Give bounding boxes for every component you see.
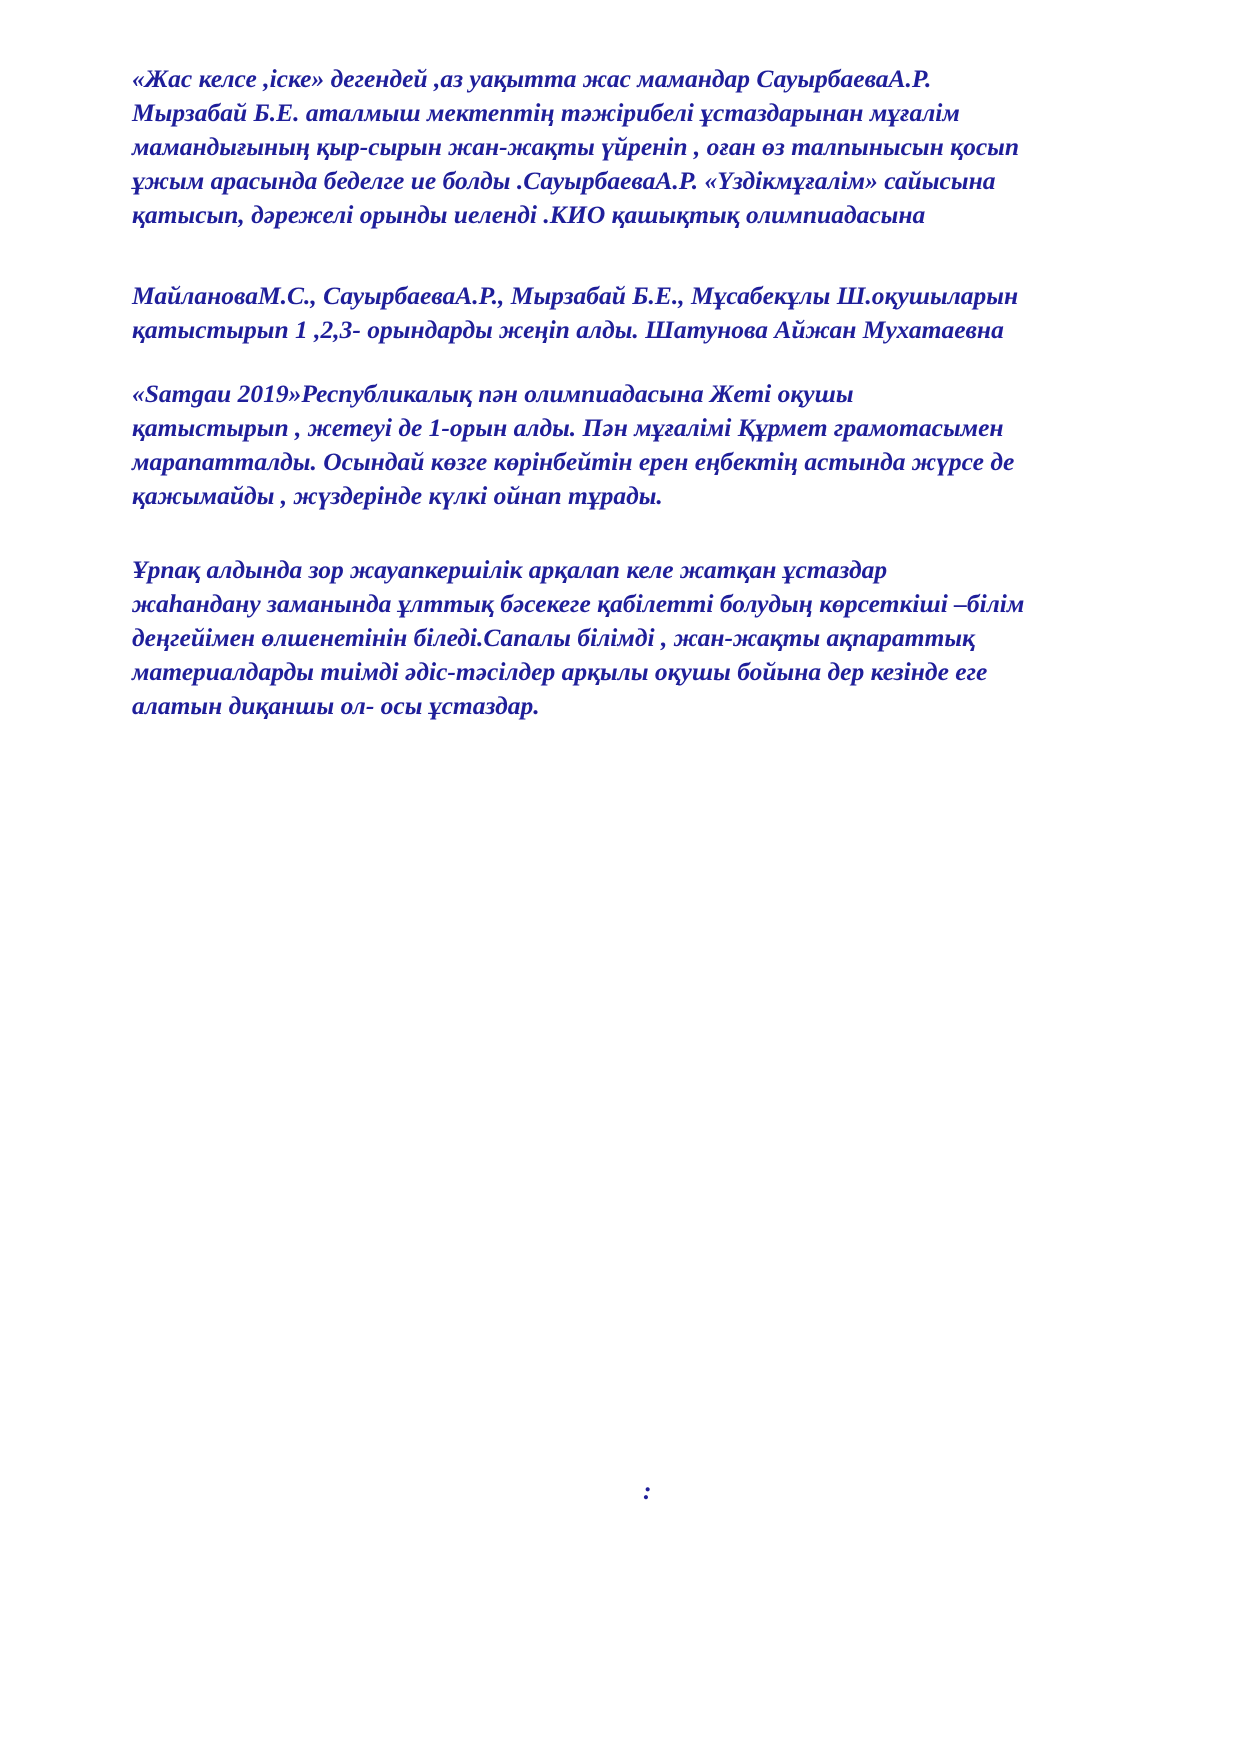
text-line: жаһандану заманында ұлттық бәсекеге қабілетті болудың көрсеткіші –білім (132, 589, 1025, 618)
text-line: қажымайды , жүздерінде күлкі ойнап тұрады. (132, 481, 663, 510)
text-line: материалдарды тиімді әдіс-тәсілдер арқылы оқушы бойына дер кезінде еге (132, 657, 988, 686)
text-line: Ұрпақ алдында зор жауапкершілік арқалап келе жатқан ұстаздар (132, 555, 888, 584)
text-line: деңгейімен өлшенетінін біледі.Сапалы білімді , жан-жақты ақпараттық (132, 623, 975, 652)
text-line: мамандығының қыр-сырын жан-жақты үйреніп , оған өз талпынысын қосып (132, 132, 1020, 161)
text-line: қатысып, дәрежелі орынды иеленді .КИО қашықтық олимпиадасына (132, 200, 926, 229)
text-line: марапатталды. Осындай көзге көрінбейтін ерен еңбектің астында жүрсе де (132, 447, 1015, 476)
paragraph-samgau-olympiad (132, 377, 1152, 513)
text-line: «Samgau 2019»Республикалық пән олимпиадасына Жеті оқушы (132, 379, 854, 408)
paragraph-young-specialists (132, 62, 1152, 232)
trailing-colon: : (643, 1476, 652, 1505)
text-line: Мырзабай Б.Е. аталмыш мектептің тәжірибелі ұстаздарынан мұғалім (132, 98, 960, 127)
text-line: МайлановаМ.С., СауырбаеваА.Р., Мырзабай Б.Е., Мұсабекұлы Ш.оқушыларын (132, 281, 1019, 310)
text-line: «Жас келсе ,іске» дегендей ,аз уақытта жас мамандар СауырбаеваА.Р. (132, 64, 932, 93)
text-line: қатыстырып , жетеуі де 1-орын алды. Пән мұғалімі Құрмет грамотасымен (132, 413, 1004, 442)
paragraph-teachers-responsibility (132, 553, 1152, 723)
text-line: ұжым арасында беделге ие болды .СауырбаеваА.Р. «Үздікмұғалім» сайысына (132, 166, 996, 195)
paragraph-olympiad-results (132, 279, 1152, 347)
text-line: алатын диқаншы ол- осы ұстаздар. (132, 691, 540, 720)
text-line: қатыстырып 1 ,2,3- орындарды жеңіп алды. Шатунова Айжан Мухатаевна (132, 315, 1004, 344)
